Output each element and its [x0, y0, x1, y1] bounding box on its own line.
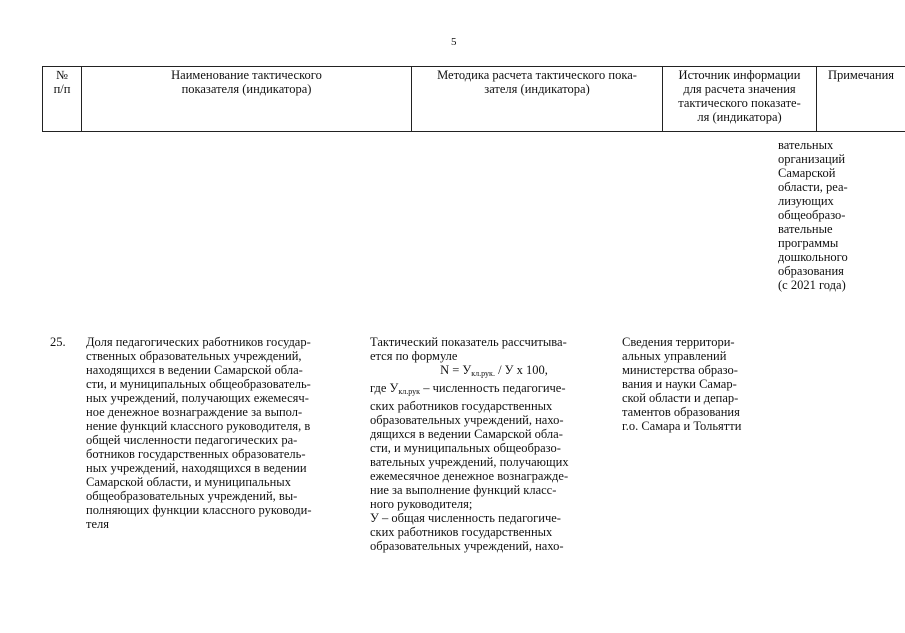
notes-line: организаций: [778, 152, 846, 166]
header-number-line-2: п/п: [53, 82, 71, 96]
header-method-line-2: зателя (индикатора): [484, 82, 590, 96]
source-line: г.о. Самара и Тольятти: [622, 419, 742, 433]
method-line: образовательных учреждений, нахо-: [370, 539, 564, 553]
method-intro-line: Тактический показатель рассчитыва-: [370, 335, 567, 349]
header-source: [662, 66, 816, 132]
where-prefix: где У: [370, 381, 399, 395]
notes-line: вательные: [778, 222, 833, 236]
notes-continuation: [778, 138, 868, 292]
header-source-line-1: Источник информации: [678, 68, 801, 82]
notes-line: (с 2021 года): [778, 278, 846, 292]
notes-line: программы: [778, 236, 839, 250]
source-line: Сведения территори-: [622, 335, 735, 349]
source-line: альных управлений: [622, 349, 727, 363]
header-method-line-1: Методика расчета тактического пока-: [437, 68, 637, 82]
method-line: У – общая численность педагогиче-: [370, 511, 561, 525]
indicator-name-line: ботников государственных образователь-: [86, 447, 306, 461]
row-source: [622, 335, 774, 433]
method-intro-line: ется по формуле: [370, 349, 458, 363]
source-line: министерства образо-: [622, 363, 738, 377]
indicator-name-line: общей численности педагогических ра-: [86, 433, 298, 447]
indicator-name-line: ственных образовательных учреждений,: [86, 349, 302, 363]
method-line: ских работников государственных: [370, 525, 553, 539]
method-where-line: [370, 381, 618, 399]
method-line: ских работников государственных: [370, 399, 553, 413]
notes-line: образования: [778, 264, 844, 278]
indicator-name-line: нение функций классного руководителя, в: [86, 419, 311, 433]
indicator-name-line: Самарской области, и муниципальных: [86, 475, 291, 489]
method-line: ежемесячное денежное вознагражде-: [370, 469, 569, 483]
header-notes-line-1: Примечания: [827, 68, 895, 82]
header-source-line-3: тактического показате-: [678, 96, 801, 110]
header-notes: [816, 66, 905, 132]
method-line: сти, и муниципальных общеобразо-: [370, 441, 561, 455]
source-line: вания и науки Самар-: [622, 377, 737, 391]
formula-right: / У x 100,: [494, 363, 548, 377]
source-line: таментов образования: [622, 405, 740, 419]
header-indicator-name: [81, 66, 411, 132]
method-line: вательных учреждений, получающих: [370, 455, 569, 469]
indicator-name-line: сти, и муниципальных общеобразователь-: [86, 377, 311, 391]
method-line: ного руководителя;: [370, 497, 473, 511]
indicator-name-line: Доля педагогических работников государ-: [86, 335, 311, 349]
page-number: 5: [451, 36, 457, 48]
method-line: образовательных учреждений, нахо-: [370, 413, 564, 427]
indicator-name-line: теля: [86, 517, 109, 531]
method-line: дящихся в ведении Самарской обла-: [370, 427, 563, 441]
source-line: ской области и депар-: [622, 391, 739, 405]
indicator-name-line: находящихся в ведении Самарской обла-: [86, 363, 303, 377]
row-indicator-name: [86, 335, 368, 531]
notes-line: лизующих: [778, 194, 834, 208]
header-source-line-2: для расчета значения: [683, 82, 796, 96]
indicator-name-line: общеобразовательных учреждений, вы-: [86, 489, 298, 503]
header-indicator-name-line-1: Наименование тактического: [171, 68, 322, 82]
header-method: [411, 66, 662, 132]
notes-line: дошкольного: [778, 250, 848, 264]
notes-line: вательных: [778, 138, 834, 152]
where-suffix: – численность педагогиче-: [420, 381, 566, 395]
indicator-name-line: полняющих функции классного руководи-: [86, 503, 312, 517]
method-formula: [370, 363, 618, 381]
indicator-name-line: ных учреждений, находящихся в ведении: [86, 461, 307, 475]
header-number: [42, 66, 81, 132]
indicator-name-line: ных учреждений, получающих ежемесяч-: [86, 391, 309, 405]
formula-left: N = У: [440, 363, 472, 377]
header-number-line-1: №: [56, 68, 68, 82]
notes-line: области, реа-: [778, 180, 848, 194]
row-number: 25.: [50, 335, 66, 349]
header-indicator-name-line-2: показателя (индикатора): [181, 82, 312, 96]
method-line: ние за выполнение функций класс-: [370, 483, 557, 497]
row-method: [370, 335, 618, 553]
where-subscript: кл.рук: [398, 387, 421, 396]
indicator-name-line: ное денежное вознаграждение за выпол-: [86, 405, 303, 419]
notes-line: Самарской: [778, 166, 836, 180]
notes-line: общеобразо-: [778, 208, 846, 222]
formula-subscript: кл.рук.: [471, 369, 495, 378]
header-source-line-4: ля (индикатора): [697, 110, 782, 124]
